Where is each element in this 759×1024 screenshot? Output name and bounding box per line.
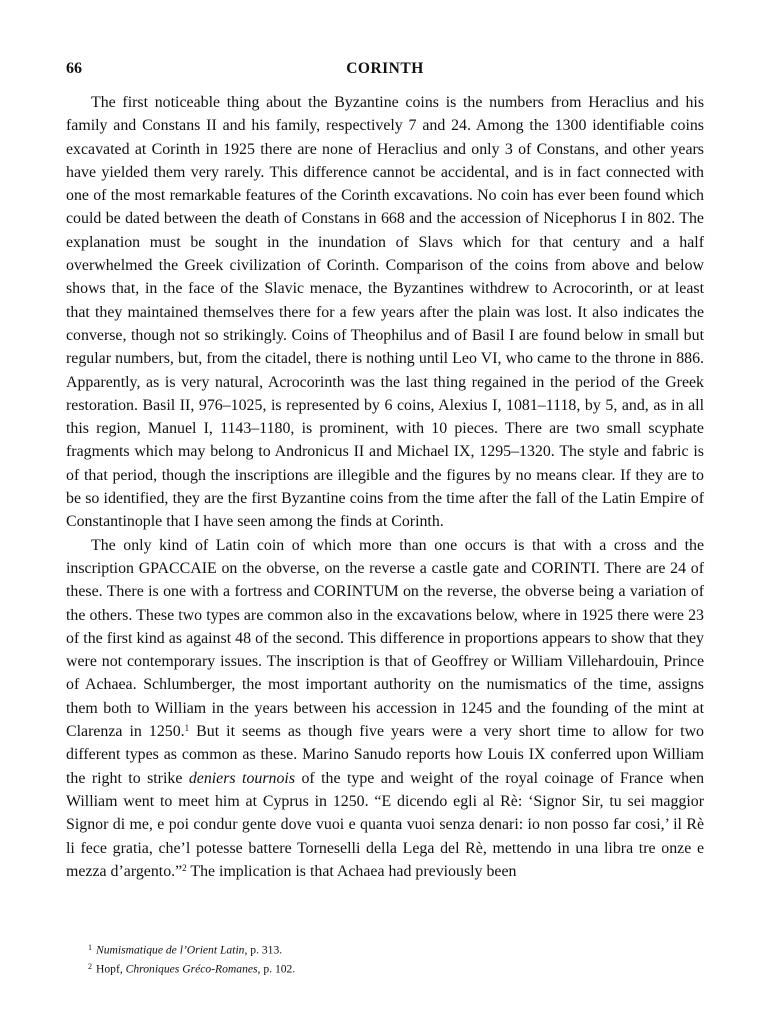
body-text bbox=[66, 91, 704, 883]
text-run: The implication is that Achaea had previously been bbox=[186, 862, 517, 880]
running-head: CORINTH bbox=[346, 60, 424, 77]
footnote-mark: 1 bbox=[88, 943, 92, 952]
text-run: The only kind of Latin coin of which more than one occurs is that with a cross and the inscription GPACCAIE on the obverse, on the reverse a castle gate and CORINTI. There are 24 of these. There is one with a fortress and CORINTUM on the reverse, the obverse being a variation of the others. These two types are common also in the excavations below, where in 1925 there were 23 of the first kind as against 48 of the second. This difference in proportions appears to show that they were not contemporary issues. The inscription is that of Geoffrey or William Villehardouin, Prince of Achaea. Schlumberger, the most important authority on the numismatics of the time, assigns them both to William in the years between his accession in 1245 and the founding of the mint at Clarenza in 1250. bbox=[66, 536, 704, 741]
paragraph bbox=[66, 91, 704, 534]
italic-term: deniers tournois bbox=[188, 769, 296, 787]
footnote-reference: 1 bbox=[184, 723, 190, 734]
footnote bbox=[88, 940, 698, 959]
text-run: The first noticeable thing about the Byzantine coins is the numbers from Heraclius and his family and Constans II and his family, respectively 7 and 24. Among the 1300 identifiable coins excavated at Corinth in 1925 there are none of Heraclius and only 3 of Constans, and other years have yielded them very rarely. This difference cannot be accidental, and is in fact connected with one of the most remarkable features of the Corinth excavations. No coin has ever been found which could be dated between the death of Constans in 668 and the accession of Nicephorus I in 802. The explanation must be sought in the inundation of Slavs which for that century and a half overwhelmed the Greek civilization of Corinth. Comparison of the coins from above and below shows that, in the face of the Slavic menace, the Byzantines withdrew to Acrocorinth, or at least that they maintained themselves there for a few years after the plain was lost. It also indicates the converse, though not so strikingly. Coins of Theophilus and of Basil I are found below in small but regular numbers, but, from the citadel, there is nothing until Leo VI, who came to the throne in 886. Apparently, as is very natural, Acrocorinth was the last thing regained in the period of the Greek restoration. Basil II, 976–1025, is represented by 6 coins, Alexius I, 1081–1118, by 5, and, as in all this region, Manuel I, 1143–1180, is prominent, with 10 pieces. There are two small scyphate fragments which may belong to Andronicus II and Michael IX, 1295–1320. The style and fabric is of that period, though the inscriptions are illegible and the figures by no means clear. If they are to be so identified, they are the first Byzantine coins from the time after the fall of the Latin Empire of Constantinople that I have seen among the finds at Corinth. bbox=[66, 94, 704, 531]
footnote-title: Chroniques Gréco-Romanes bbox=[125, 962, 258, 976]
footnote-reference: 2 bbox=[182, 862, 187, 873]
paragraph bbox=[66, 534, 704, 883]
footnote-title: Numismatique de l’Orient Latin bbox=[96, 943, 245, 957]
footnote-author: Hopf, bbox=[96, 962, 126, 976]
footnotes bbox=[88, 940, 698, 977]
footnote bbox=[88, 959, 698, 978]
footnote-page: , p. 102. bbox=[257, 962, 296, 976]
text-run: But it seems as though five years were a very short time to allow for two different types as common as these. Marino Sanudo reports how Louis IX conferred upon William the right to strike bbox=[66, 723, 704, 787]
page-number: 66 bbox=[66, 60, 82, 77]
footnote-page: , p. 313. bbox=[244, 943, 283, 957]
page-header bbox=[66, 60, 704, 82]
footnote-mark: 2 bbox=[88, 961, 92, 971]
text-run: of the type and weight of the royal coinage of France when William went to meet him at Cyprus in 1250. “E dicendo egli al Rè: ‘Signor Sir, tu sei maggior Signor di me, e poi condur gente dove vuoi e quanta vuoi senza denari: io non posso far cosi,’ il Rè li fece gratia, che’l potesse battere Torneselli della Lega del Rè, mettendo in una libra tre onze e mezza d’argento.” bbox=[66, 769, 705, 880]
